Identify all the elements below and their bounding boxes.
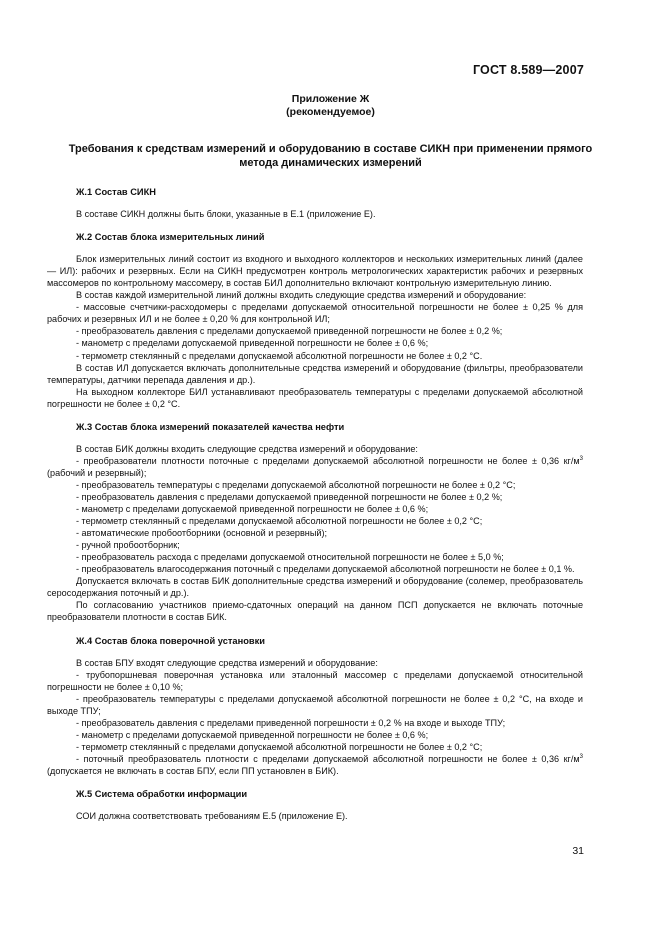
list-item: [47, 455, 583, 479]
list-item: - ручной пробоотборник;: [76, 540, 180, 551]
list-item: - манометр с пределами допускаемой приведенной погрешности не более ± 0,6 %;: [76, 729, 429, 740]
paragraph: В состав ИЛ допускается включать дополнительные средства измерений и оборудование (фильтры, преобразователи температуры, датчики перепада давления и др.).: [47, 362, 583, 385]
list-item-text: - поточный преобразователь плотности с пределами допускаемой абсолютной погрешности не более ± 0,36 кг/м: [76, 753, 580, 764]
paragraph: В состав БИК должны входить следующие средства измерений и оборудование:: [76, 443, 418, 454]
list-item: - термометр стеклянный с пределами допускаемой абсолютной погрешности не более ± 0,2 °С;: [76, 741, 483, 752]
list-item: - манометр с пределами допускаемой приведенной погрешности не более ± 0,6 %;: [76, 338, 429, 349]
page-number: 31: [572, 845, 584, 857]
list-item: - преобразователь давления с пределами приведенной погрешности ± 0,2 % на входе и выходе ТПУ;: [76, 717, 506, 728]
annex-heading: [0, 93, 661, 119]
superscript: 3: [579, 753, 583, 760]
paragraph: В составе СИКН должны быть блоки, указанные в Е.1 (приложение Е).: [76, 209, 376, 220]
list-item: - манометр с пределами допускаемой приведенной погрешности не более ± 0,6 %;: [76, 504, 429, 515]
annex-title: Приложение Ж: [291, 93, 370, 105]
list-item: - термометр стеклянный с пределами допускаемой абсолютной погрешности не более ± 0,2 °С;: [76, 516, 483, 527]
paragraph: В состав БПУ входят следующие средства измерений и оборудование:: [76, 657, 378, 668]
paragraph: В состав каждой измерительной линий должны входить следующие средства измерений и оборудование:: [76, 290, 527, 301]
spacer: [47, 777, 583, 788]
annex-main-title: Требования к средствам измерений и оборудованию в составе СИКН при применении прямого метода динамических измерений: [68, 143, 593, 169]
section-heading: Ж.1 Состав СИКН: [76, 187, 156, 197]
document-body: [47, 186, 583, 822]
paragraph: СОИ должна соответствовать требованиям Е.5 (приложение Е).: [76, 811, 348, 822]
document-code: ГОСТ 8.589—2007: [472, 63, 584, 77]
spacer: [47, 410, 583, 421]
list-item: - массовые счетчики-расходомеры с пределами допускаемой относительной погрешности не более ± 0,25 % для рабочих и резервных ИЛ и не более ± 0,20 % для контрольной ИЛ;: [47, 302, 583, 325]
list-item-tail: (допускается не включать в состав БПУ, если ПП установлен в БИК).: [47, 765, 339, 776]
section-heading: Ж.2 Состав блока измерительных линий: [76, 232, 265, 243]
list-item: - преобразователь расхода с пределами допускаемой относительной погрешности не более ± 5,0 %;: [76, 552, 504, 563]
annex-status: (рекомендуемое): [286, 106, 375, 118]
list-item: - преобразователь температуры с пределами допускаемой абсолютной погрешности не более ± 0,2 °С;: [76, 479, 516, 490]
list-item: - преобразователь давления с пределами допускаемой приведенной погрешности не более ± 0,2 %;: [76, 326, 503, 337]
paragraph: На выходном коллекторе БИЛ устанавливают преобразователь температуры с пределами допускаемой абсолютной погрешности не более ± 0,2 °С.: [47, 386, 583, 409]
spacer: [47, 624, 583, 635]
paragraph: Блок измерительных линий состоит из входного и выходного коллекторов и нескольких измерительных линий (далее — ИЛ): рабочих и резервных. Если на СИКН предусмотрен контроль метрологических характеристик рабочих и резервных массомеров по контрольному массомеру, в состав БИЛ дополнительно включают контрольную измерительную линию.: [47, 254, 583, 289]
list-item-text: - преобразователи плотности поточные с пределами допускаемой абсолютной погрешности не более ± 0,36 кг/м: [76, 455, 580, 466]
list-item: [47, 753, 583, 777]
list-item: - трубопоршневая поверочная установка или эталонный массомер с пределами допускаемой относительной погрешности не более ± 0,10 %;: [47, 669, 583, 692]
list-item: - автоматические пробоотборники (основной и резервный);: [76, 528, 327, 539]
paragraph: По согласованию участников приемо-сдаточных операций на данном ПСП допускается не включать поточные преобразователи плотности в состав БИК.: [47, 600, 583, 623]
section-heading: Ж.3 Состав блока измерений показателей качества нефти: [76, 421, 345, 432]
list-item-tail: (рабочий и резервный);: [47, 467, 147, 478]
list-item: - преобразователь давления с пределами допускаемой приведенной погрешности не более ± 0,2 %;: [76, 491, 503, 502]
list-item: - термометр стеклянный с пределами допускаемой абсолютной погрешности не более ± 0,2 °С.: [76, 350, 483, 361]
superscript: 3: [579, 455, 583, 462]
paragraph: Допускается включать в состав БИК дополнительные средства измерений и оборудование (солемер, преобразователь серосодержания поточный и др.).: [47, 576, 583, 599]
section-heading: Ж.5 Система обработки информации: [76, 789, 248, 800]
list-item: - преобразователь температуры с пределами допускаемой абсолютной погрешности не более ± 0,2 °С, на входе и выходе ТПУ;: [47, 693, 583, 716]
spacer: [47, 220, 583, 231]
section-heading: Ж.4 Состав блока поверочной установки: [76, 635, 265, 646]
list-item: - преобразователь влагосодержания поточный с пределами допускаемой абсолютной погрешности не более ± 0,1 %.: [76, 564, 575, 575]
